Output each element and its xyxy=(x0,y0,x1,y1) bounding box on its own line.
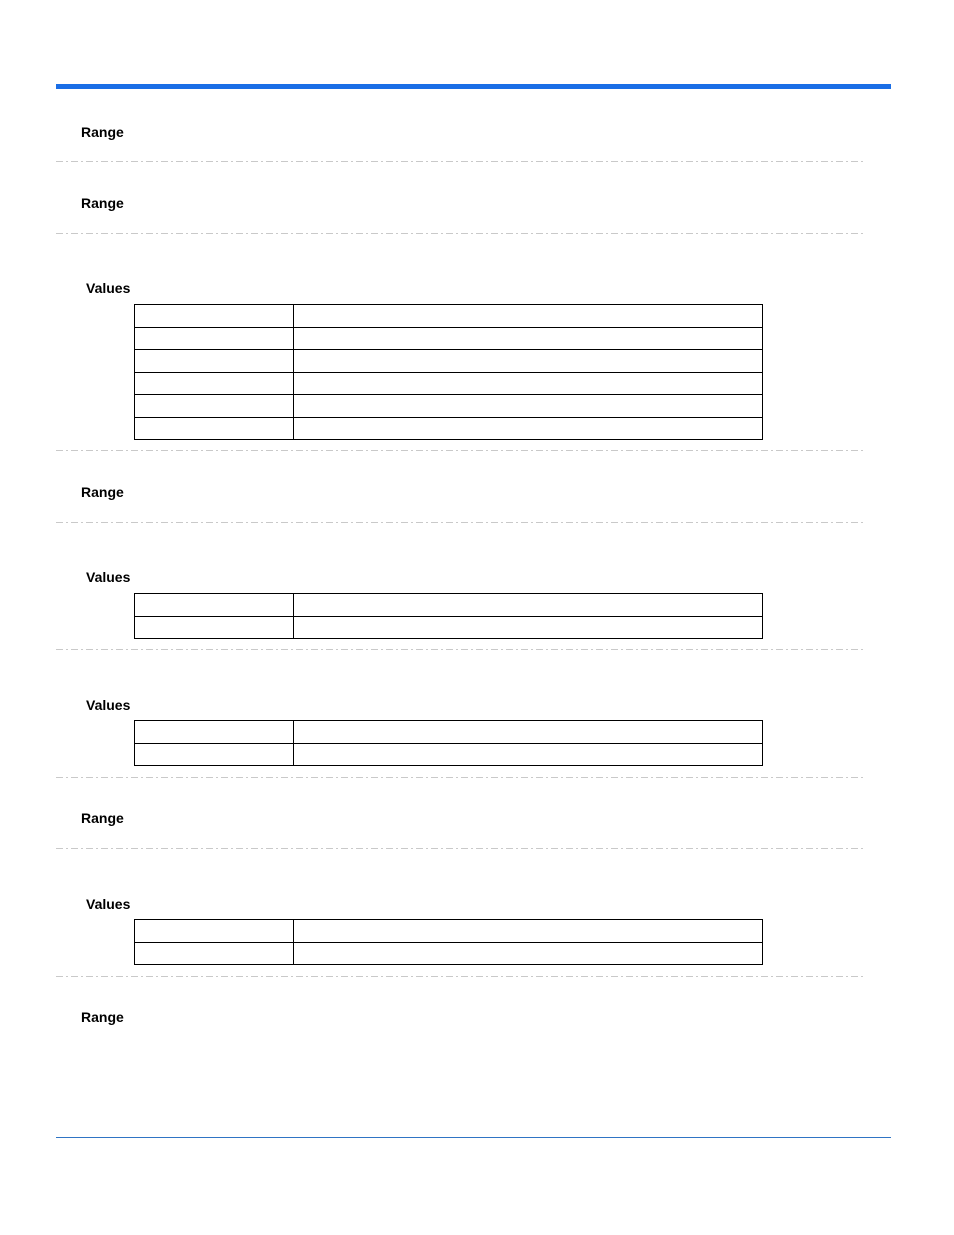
table-row xyxy=(135,305,763,328)
table-cell-first xyxy=(135,920,294,943)
table-cell-second xyxy=(294,616,763,639)
range-label: Range xyxy=(81,484,124,500)
header-bar xyxy=(56,84,891,89)
table-cell-first xyxy=(135,616,294,639)
table-cell-first xyxy=(135,942,294,965)
table-cell-second xyxy=(294,395,763,418)
table-cell-first xyxy=(135,743,294,766)
values-table xyxy=(134,919,763,965)
section-divider xyxy=(56,161,864,162)
table-row xyxy=(135,920,763,943)
table-cell-first xyxy=(135,327,294,350)
table-cell-first xyxy=(135,372,294,395)
section-divider xyxy=(56,649,864,650)
table-cell-second xyxy=(294,350,763,373)
table-cell-second xyxy=(294,721,763,744)
table-row xyxy=(135,942,763,965)
table-cell-first xyxy=(135,594,294,617)
table-cell-second xyxy=(294,743,763,766)
footer-rule xyxy=(56,1137,891,1138)
range-label: Range xyxy=(81,1009,124,1025)
section-divider xyxy=(56,233,864,234)
table-cell-second xyxy=(294,417,763,440)
table-cell-second xyxy=(294,920,763,943)
values-table xyxy=(134,593,763,639)
values-label: Values xyxy=(86,280,131,296)
table-row xyxy=(135,721,763,744)
table-row xyxy=(135,350,763,373)
table-cell-first xyxy=(135,721,294,744)
section-divider xyxy=(56,522,864,523)
table-cell-first xyxy=(135,417,294,440)
table-cell-first xyxy=(135,305,294,328)
table-row xyxy=(135,372,763,395)
table-row xyxy=(135,743,763,766)
table-row xyxy=(135,594,763,617)
section-divider xyxy=(56,976,864,977)
section-divider xyxy=(56,848,864,849)
values-table xyxy=(134,720,763,766)
table-cell-second xyxy=(294,594,763,617)
values-label: Values xyxy=(86,697,131,713)
values-label: Values xyxy=(86,569,131,585)
section-divider xyxy=(56,777,864,778)
section-divider xyxy=(56,450,864,451)
table-cell-second xyxy=(294,372,763,395)
table-cell-second xyxy=(294,327,763,350)
range-label: Range xyxy=(81,195,124,211)
table-cell-first xyxy=(135,350,294,373)
table-row xyxy=(135,616,763,639)
range-label: Range xyxy=(81,810,124,826)
values-label: Values xyxy=(86,896,131,912)
table-cell-second xyxy=(294,305,763,328)
table-row xyxy=(135,395,763,418)
table-cell-second xyxy=(294,942,763,965)
table-row xyxy=(135,417,763,440)
values-table xyxy=(134,304,763,440)
table-row xyxy=(135,327,763,350)
table-cell-first xyxy=(135,395,294,418)
range-label: Range xyxy=(81,124,124,140)
